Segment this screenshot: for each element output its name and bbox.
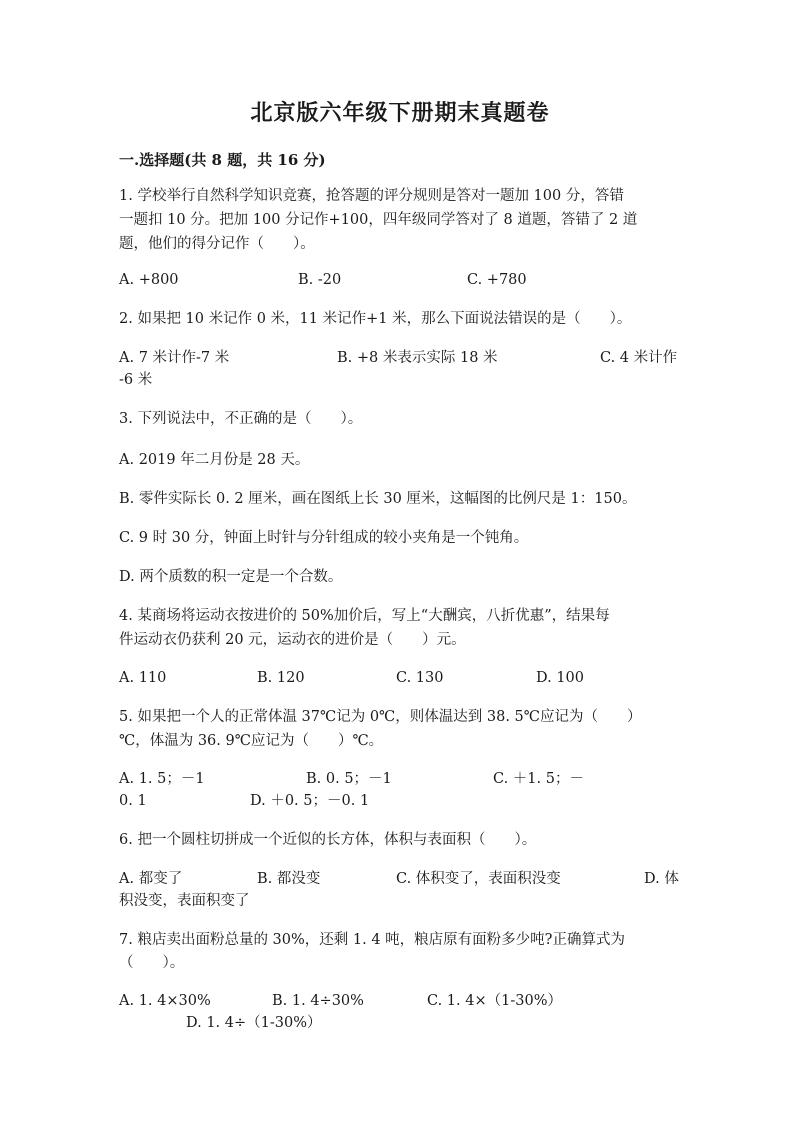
q7-option-c: C. 1. 4×（1-30%） [427, 993, 562, 1009]
q3-option-c: C. 9 时 30 分，钟面上时针与分针组成的较小夹角是一个钝角。 [119, 530, 529, 546]
q1-option-c: C. +780 [467, 272, 527, 288]
q6-option-d: D. 体 [644, 871, 679, 887]
q2-option-c-cont: -6 米 [119, 372, 153, 388]
q5-option-c: C. ＋1. 5；－ [493, 771, 584, 787]
q6-option-b: B. 都没变 [257, 871, 321, 887]
q6-option-d-cont: 积没变，表面积变了 [119, 893, 250, 909]
q2-option-a: A. 7 米计作-7 米 [119, 350, 230, 366]
q5-option-c-cont: 0. 1 [119, 793, 147, 809]
q6-option-c: C. 体积变了，表面积没变 [396, 871, 561, 887]
question-1-line-1: 1. 学校举行自然科学知识竞赛，抢答题的评分规则是答对一题加 100 分，答错 [119, 188, 624, 204]
question-6-line-1: 6. 把一个圆柱切拼成一个近似的长方体，体积与表面积（ ）。 [119, 832, 537, 848]
q6-option-a: A. 都变了 [119, 871, 183, 887]
page-title: 北京版六年级下册期末真题卷 [250, 100, 550, 126]
q5-option-b: B. 0. 5；－1 [306, 771, 392, 787]
question-1-line-2: 一题扣 10 分。把加 100 分记作+100，四年级同学答对了 8 道题，答错了 2 道 [119, 212, 638, 228]
question-4-line-2: 件运动衣仍获利 20 元，运动衣的进价是（ ）元。 [119, 632, 466, 648]
q2-option-c: C. 4 米计作 [600, 350, 678, 366]
question-1-line-3: 题，他们的得分记作（ ）。 [119, 236, 315, 252]
q4-option-d: D. 100 [536, 670, 585, 686]
question-5-line-2: ℃，体温为 36. 9℃应记为（ ）℃。 [119, 733, 384, 749]
q5-option-a: A. 1. 5；－1 [119, 771, 205, 787]
question-7-line-1: 7. 粮店卖出面粉总量的 30%，还剩 1. 4 吨，粮店原有面粉多少吨?正确算式为 [119, 932, 625, 948]
question-3-line-1: 3. 下列说法中，不正确的是（ ）。 [119, 411, 363, 427]
question-7-line-2: （ ）。 [119, 955, 185, 971]
q1-option-a: A. +800 [119, 272, 179, 288]
q7-option-d: D. 1. 4÷（1-30%） [186, 1015, 322, 1031]
q4-option-a: A. 110 [119, 670, 167, 686]
question-5-line-1: 5. 如果把一个人的正常体温 37℃记为 0℃，则体温达到 38. 5℃应记为（ ） [119, 709, 642, 725]
q4-option-b: B. 120 [257, 670, 305, 686]
question-4-line-1: 4. 某商场将运动衣按进价的 50%加价后，写上“大酬宾，八折优惠”，结果每 [119, 608, 610, 624]
q5-option-d: D. ＋0. 5；－0. 1 [250, 793, 370, 809]
q7-option-a: A. 1. 4×30% [119, 993, 211, 1009]
q1-option-b: B. -20 [298, 272, 342, 288]
q2-option-b: B. +8 米表示实际 18 米 [337, 350, 498, 366]
q3-option-a: A. 2019 年二月份是 28 天。 [119, 452, 310, 468]
q3-option-d: D. 两个质数的积一定是一个合数。 [119, 569, 343, 585]
q3-option-b: B. 零件实际长 0. 2 厘米，画在图纸上长 30 厘米，这幅图的比例尺是 1：150。 [119, 491, 637, 507]
q4-option-c: C. 130 [396, 670, 444, 686]
section-heading: 一.选择题(共 8 题，共 16 分) [119, 151, 326, 169]
q7-option-b: B. 1. 4÷30% [272, 993, 364, 1009]
question-2-line-1: 2. 如果把 10 米记作 0 米，11 米记作+1 米，那么下面说法错误的是（ ）。 [119, 311, 632, 327]
